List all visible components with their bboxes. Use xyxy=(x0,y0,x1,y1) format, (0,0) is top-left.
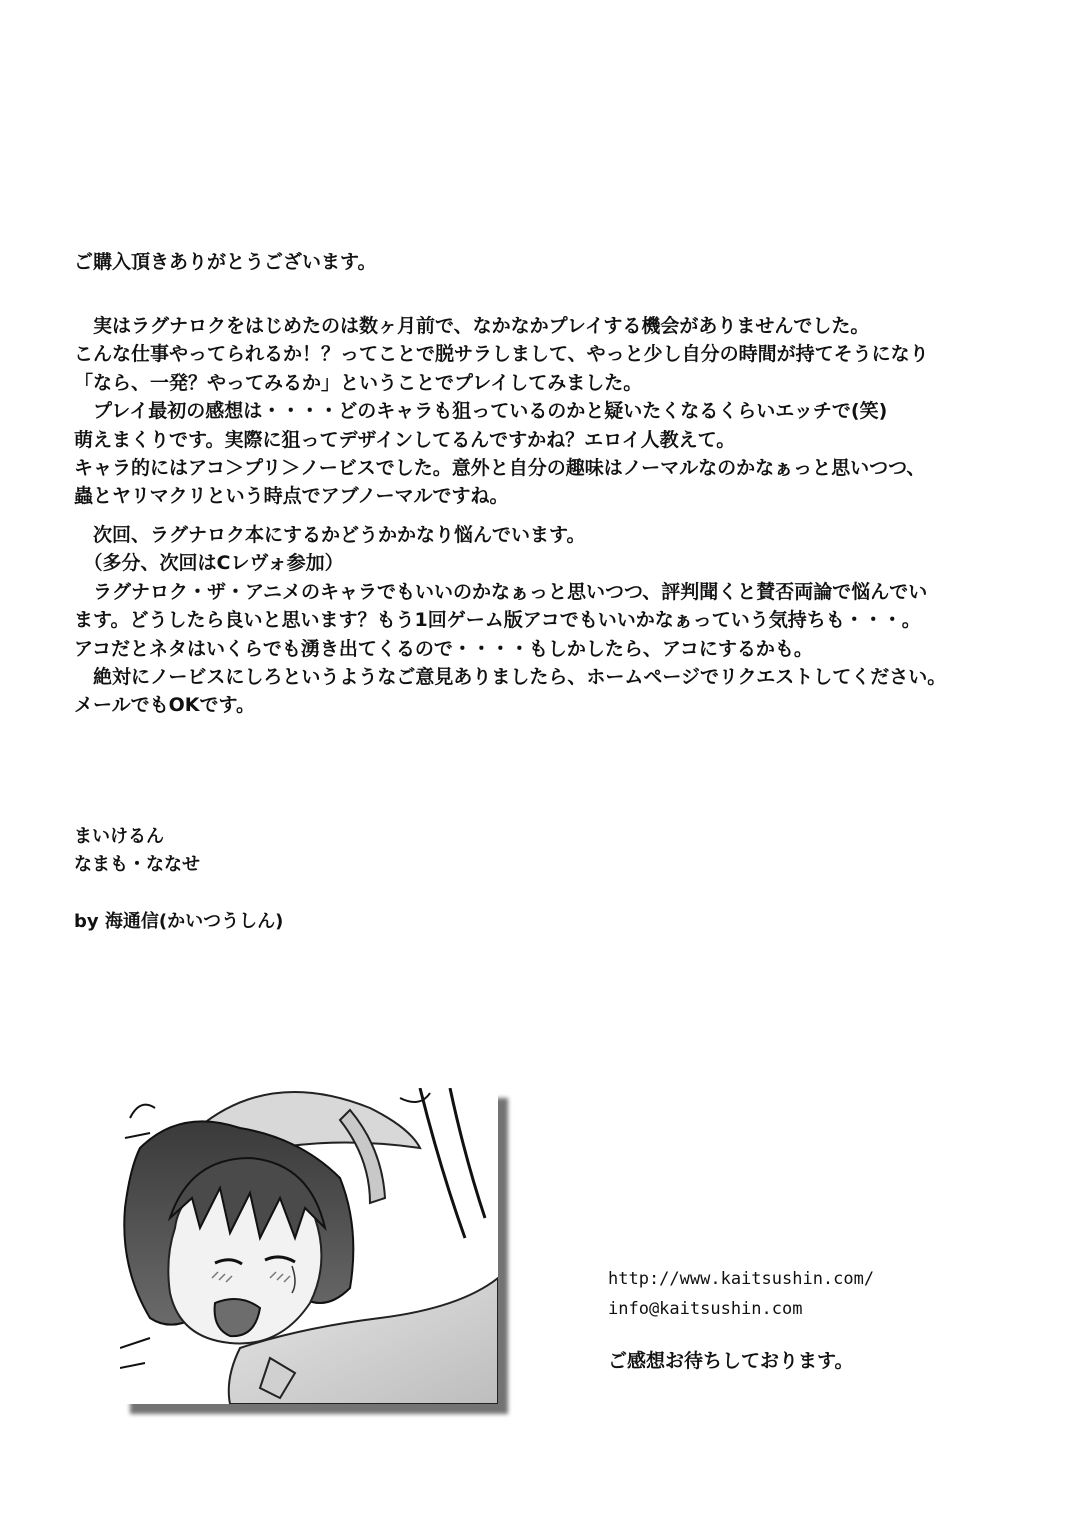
paragraph-line: アコだとネタはいくらでも湧き出てくるので・・・・もしかしたら、アコにするかも。 xyxy=(74,637,813,660)
greeting-text xyxy=(74,248,376,276)
paragraph-line: 萌えまくりです。実際に狙ってデザインしてるんですかね？エロイ人教えて。 xyxy=(74,428,736,451)
paragraph-line: 蟲とヤリマクリという時点でアブノーマルですね。 xyxy=(74,485,509,508)
paragraph-line: 実はラグナロクをはじめたのは数ヶ月前で、なかなかプレイする機会がありませんでした。 xyxy=(74,315,870,337)
contact-info xyxy=(608,1264,874,1324)
greeting-line: ご購入頂きありがとうございます。 xyxy=(74,251,377,273)
author-name: まいけるん xyxy=(74,826,164,847)
email-link[interactable]: info@kaitsushin.com xyxy=(608,1299,803,1319)
character-illustration xyxy=(120,1088,498,1404)
website-link[interactable]: http://www.kaitsushin.com/ xyxy=(608,1269,875,1289)
paragraph-line: キャラ的にはアコ＞プリ＞ノービスでした。意外と自分の趣味はノーマルなのかなぁっと思いつつ、 xyxy=(74,456,926,479)
feedback-request: ご感想お待ちしております。 xyxy=(608,1350,854,1372)
author-credits xyxy=(74,823,200,879)
circle-byline: by 海通信(かいつうしん) xyxy=(74,911,284,932)
paragraph-line: メールでもOKです。 xyxy=(74,694,255,717)
paragraph-line: プレイ最初の感想は・・・・どのキャラも狙っているのかと疑いたくなるくらいエッチで(笑) xyxy=(74,400,888,423)
paragraph-line: 「なら、一発？やってみるか」ということでプレイしてみました。 xyxy=(74,371,643,394)
paragraph-line: （多分、次回はCレヴォ参加） xyxy=(74,552,344,575)
paragraph-line: ます。どうしたら良いと思います？もう1回ゲーム版アコでもいいかなぁっていう気持ちも・・・。 xyxy=(74,609,921,632)
artist-names: なまも・ななせ xyxy=(74,854,200,875)
afterword-paragraph-1 xyxy=(74,312,929,511)
afterword-paragraph-2 xyxy=(74,521,946,720)
paragraph-line: ラグナロク・ザ・アニメのキャラでもいいのかなぁっと思いつつ、評判聞くと賛否両論で悩んでい xyxy=(74,580,928,603)
paragraph-line: 絶対にノービスにしろというようなご意見ありましたら、ホームページでリクエストしてください。 xyxy=(74,665,947,688)
paragraph-line: こんな仕事やってられるか！？ってことで脱サラしまして、やっと少し自分の時間が持てそうになり xyxy=(74,343,929,366)
paragraph-line: 次回、ラグナロク本にするかどうかかなり悩んでいます。 xyxy=(74,524,586,546)
